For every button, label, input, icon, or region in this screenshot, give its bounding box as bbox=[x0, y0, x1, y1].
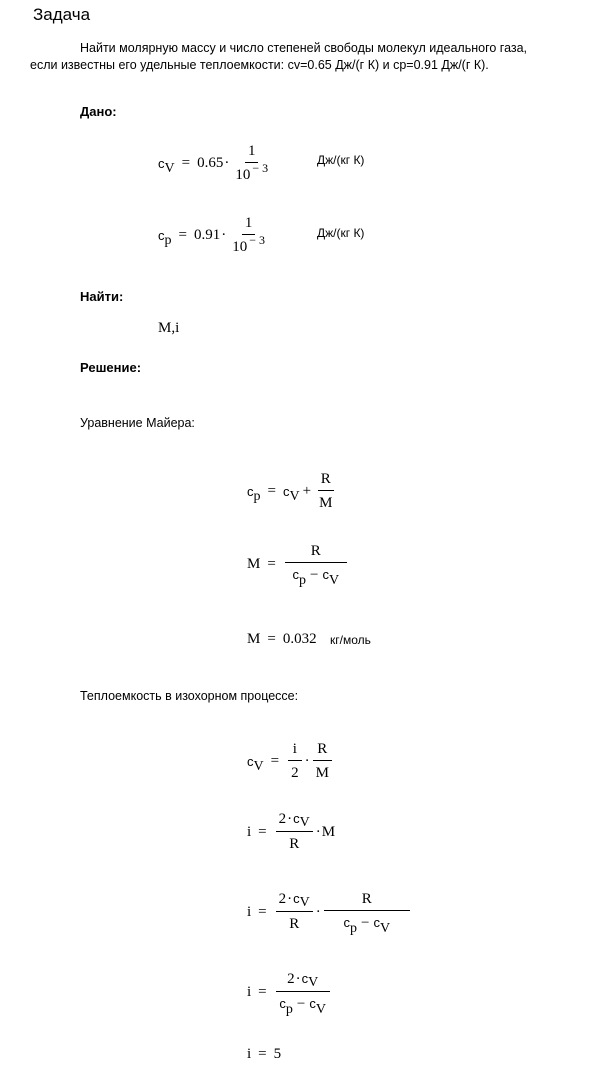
equals-sign: = bbox=[258, 823, 267, 840]
den-exponent: − 3 bbox=[249, 233, 265, 247]
cv-var: c bbox=[373, 915, 380, 930]
cv-sub: V bbox=[299, 815, 310, 830]
cv-var: c bbox=[301, 971, 309, 986]
i-var: i bbox=[247, 823, 252, 840]
cp-sub: p bbox=[299, 573, 307, 588]
fraction-denominator bbox=[290, 563, 343, 586]
fraction-denominator bbox=[340, 911, 393, 934]
i-var: i bbox=[247, 984, 252, 1000]
cv-var: c bbox=[322, 567, 329, 582]
fraction-numerator: R bbox=[324, 890, 410, 911]
fraction-numerator: R bbox=[285, 542, 347, 563]
fraction-denominator bbox=[232, 163, 271, 185]
cv-var: c bbox=[309, 996, 316, 1011]
given-heading: Дано: bbox=[80, 104, 117, 119]
cp-sub: p bbox=[285, 1002, 293, 1017]
dot-operator: · bbox=[224, 155, 230, 171]
cp-unit: Дж/(кг К) bbox=[317, 226, 365, 240]
fraction-numerator bbox=[276, 810, 313, 832]
cp-coef: 0.91 bbox=[193, 227, 221, 243]
m-unit: кг/моль bbox=[330, 633, 371, 647]
i-value: 5 bbox=[273, 1046, 282, 1062]
cp-sub: p bbox=[164, 232, 172, 248]
den-exponent: − 3 bbox=[252, 161, 269, 175]
fraction-numerator: 1 bbox=[245, 142, 259, 163]
find-heading: Найти: bbox=[80, 289, 124, 304]
molar-mass-result bbox=[247, 631, 317, 648]
cv-sub: V bbox=[328, 573, 340, 588]
cp-sub: p bbox=[349, 921, 357, 936]
r-over-difference-fraction bbox=[324, 890, 410, 934]
cv-sub: V bbox=[315, 1002, 326, 1017]
i-equation-2 bbox=[247, 890, 412, 934]
fraction-denominator: 2 bbox=[288, 760, 302, 783]
cv-sub: V bbox=[253, 758, 264, 774]
i-equation-3 bbox=[247, 970, 332, 1015]
cv-sub: V bbox=[164, 160, 175, 176]
equals-sign: = bbox=[178, 227, 187, 243]
mayer-equation bbox=[247, 470, 337, 513]
den-base: 10 bbox=[235, 167, 251, 183]
cv-sub: V bbox=[379, 921, 391, 936]
fraction-numerator: R bbox=[318, 470, 334, 491]
cv-var: c bbox=[293, 811, 300, 826]
mayer-label: Уравнение Майера: bbox=[80, 416, 195, 430]
equals-sign: = bbox=[258, 984, 267, 1000]
isochoric-label: Теплоемкость в изохорном процессе: bbox=[80, 689, 299, 703]
cp-var: c bbox=[279, 996, 286, 1011]
equals-sign: = bbox=[181, 155, 191, 171]
minus-sign: − bbox=[360, 915, 370, 931]
cp-var: c bbox=[292, 567, 300, 582]
dot-operator: · bbox=[315, 903, 321, 920]
cv-var: c bbox=[247, 754, 254, 769]
find-unknowns: M,i bbox=[158, 320, 180, 336]
given-cp-equation bbox=[158, 214, 270, 257]
cv-coef: 0.65 bbox=[197, 155, 224, 171]
r-over-m-fraction bbox=[316, 470, 335, 513]
cp-var: c bbox=[247, 484, 254, 499]
i-over-2-fraction bbox=[288, 740, 302, 783]
dot-operator: · bbox=[221, 227, 227, 243]
m-value: 0.032 bbox=[282, 631, 317, 647]
problem-line-1: Найти молярную массу и число степеней свободы молекул идеального газа, bbox=[80, 41, 528, 55]
minus-sign: − bbox=[310, 567, 319, 583]
den-base: 10 bbox=[232, 239, 248, 255]
r-over-m-fraction bbox=[313, 740, 332, 783]
dot-operator: · bbox=[295, 971, 301, 987]
i-var: i bbox=[247, 903, 252, 920]
cp-var: c bbox=[158, 228, 165, 243]
fraction-numerator bbox=[276, 970, 330, 992]
dot-operator: · bbox=[287, 811, 293, 827]
cv-isochoric-equation bbox=[247, 740, 334, 783]
m-var: M bbox=[321, 823, 336, 840]
cv-var: c bbox=[293, 891, 300, 906]
i-var: i bbox=[247, 1046, 252, 1062]
equals-sign: = bbox=[267, 483, 276, 499]
equals-sign: = bbox=[270, 753, 280, 769]
equals-sign: = bbox=[258, 1046, 267, 1062]
fraction-denominator bbox=[276, 992, 329, 1015]
m-var: M bbox=[247, 631, 261, 647]
fraction-denominator: R bbox=[289, 836, 300, 852]
equals-sign: = bbox=[267, 555, 276, 572]
minus-sign: − bbox=[296, 996, 306, 1012]
fraction-numerator: R bbox=[317, 741, 328, 757]
cp-var: c bbox=[343, 915, 350, 930]
coef: 2 bbox=[278, 811, 287, 827]
fraction-denominator: M bbox=[319, 495, 333, 511]
fraction-denominator: M bbox=[313, 760, 332, 783]
page-title: Задача bbox=[33, 5, 91, 24]
cp-sub: p bbox=[253, 488, 261, 504]
m-fraction bbox=[285, 542, 347, 586]
fraction-numerator: i bbox=[292, 741, 297, 757]
m-var: M bbox=[247, 555, 261, 572]
fraction-denominator bbox=[229, 235, 268, 257]
fraction-numerator: 1 bbox=[242, 214, 256, 235]
given-cv-equation bbox=[158, 142, 273, 185]
dot-operator: · bbox=[287, 891, 293, 907]
coef: 2 bbox=[278, 891, 287, 907]
coef: 2 bbox=[287, 971, 295, 987]
fraction-numerator bbox=[276, 890, 313, 912]
fraction-denominator: R bbox=[289, 916, 300, 932]
cv-sub: V bbox=[299, 895, 310, 910]
dot-operator: · bbox=[315, 823, 321, 840]
plus-sign: + bbox=[302, 483, 312, 499]
cp-fraction bbox=[229, 214, 268, 257]
cv-sub: V bbox=[308, 975, 319, 990]
two-cv-over-r-fraction bbox=[276, 810, 313, 854]
equals-sign: = bbox=[267, 631, 276, 647]
equals-sign: = bbox=[258, 903, 267, 920]
dot-operator: · bbox=[304, 753, 310, 769]
i-equation-1 bbox=[247, 810, 335, 854]
two-cv-over-r-fraction bbox=[276, 890, 313, 934]
cv-sub: V bbox=[289, 488, 300, 504]
problem-line-2: если известны его удельные теплоемкости: cv=0.65 Дж/(г К) и cp=0.91 Дж/(г К). bbox=[30, 58, 489, 72]
solution-heading: Решение: bbox=[80, 360, 142, 375]
cv-var: c bbox=[282, 484, 290, 499]
cv-var: c bbox=[158, 156, 165, 171]
i-result bbox=[247, 1046, 281, 1063]
molar-mass-expression bbox=[247, 542, 349, 586]
two-cv-over-difference-fraction bbox=[276, 970, 330, 1015]
cv-unit: Дж/(кг К) bbox=[317, 153, 365, 167]
cv-fraction bbox=[232, 142, 271, 185]
